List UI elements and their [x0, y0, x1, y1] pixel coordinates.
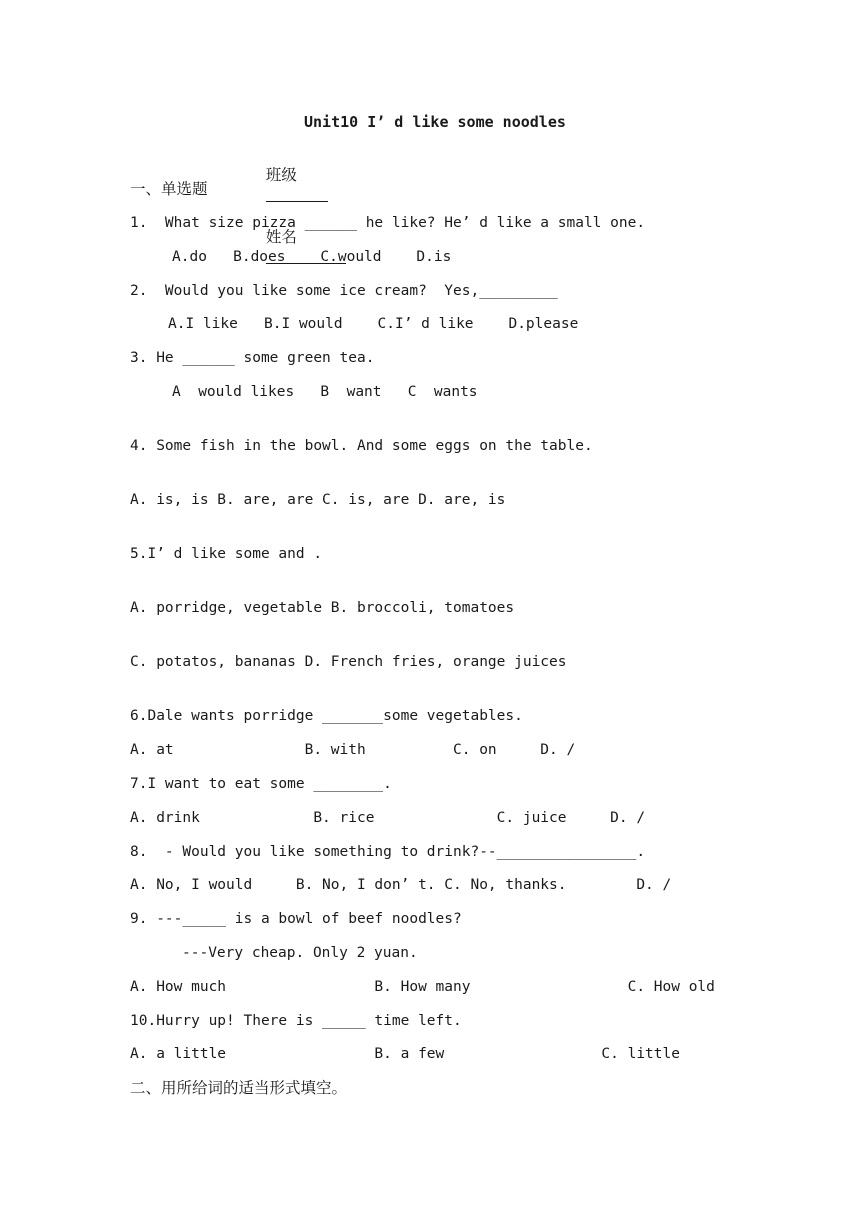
options-line: A. porridge, vegetable B. broccoli, tomatoes — [130, 600, 515, 616]
options-line: A.I like B.I would C.I’ d like D.please — [168, 316, 579, 332]
options-line: A. drink B. rice C. juice D. / — [130, 810, 646, 826]
question-line: 5.I’ d like some and . — [130, 546, 323, 562]
question-line: 10.Hurry up! There is _____ time left. — [130, 1013, 462, 1029]
options-line: C. potatos, bananas D. French fries, orange juices — [130, 654, 567, 670]
class-blank — [266, 185, 328, 202]
question-line: 2. Would you like some ice cream? Yes,_________ — [130, 283, 558, 299]
options-line: A. No, I would B. No, I don’ t. C. No, thanks. D. / — [130, 877, 672, 893]
question-line: 4. Some fish in the bowl. And some eggs on the table. — [130, 438, 593, 454]
question-line: 7.I want to eat some ________. — [130, 776, 392, 792]
question-line: 9. ---_____ is a bowl of beef noodles? — [130, 911, 462, 927]
options-line: A.do B.does C.would D.is — [172, 249, 452, 265]
question-line: 8. - Would you like something to drink?--________________. — [130, 844, 646, 860]
name-label: 姓名 — [265, 228, 297, 246]
question-line: 3. He ______ some green tea. — [130, 350, 375, 366]
options-line: A. a little B. a few C. little — [130, 1046, 680, 1062]
section-heading-choice: 一、单选题 — [130, 180, 208, 198]
answer-line: ---Very cheap. Only 2 yuan. — [182, 945, 418, 961]
class-label: 班级 — [265, 166, 297, 184]
options-line: A. How much B. How many C. How old — [130, 979, 715, 995]
page-title: Unit10 I’ d like some noodles — [304, 113, 566, 131]
options-line: A would likes B want C wants — [172, 384, 478, 400]
options-line: A. is, is B. are, are C. is, are D. are, is — [130, 492, 506, 508]
question-line: 6.Dale wants porridge _______some vegetables. — [130, 708, 523, 724]
section-heading-fill: 二、用所给词的适当形式填空。 — [130, 1079, 348, 1097]
options-line: A. at B. with C. on D. / — [130, 742, 576, 758]
question-line: 1. What size pizza ______ he like? He’ d like a small one. — [130, 215, 646, 231]
